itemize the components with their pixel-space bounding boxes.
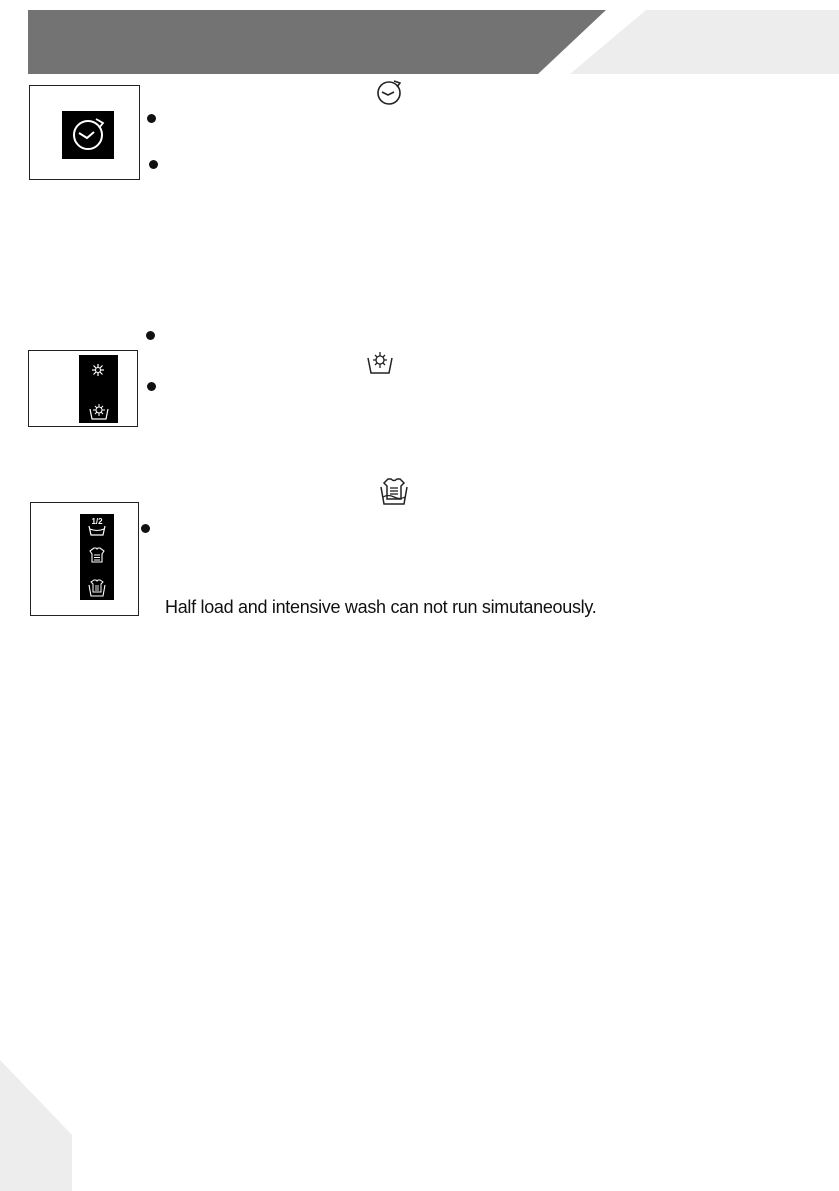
prewash-panel — [28, 350, 138, 427]
prewash-button[interactable] — [79, 355, 118, 423]
note-text: Half load and intensive wash can not run simutaneously. — [165, 597, 597, 617]
half-load-label: 1/2 — [91, 517, 103, 526]
load-options-panel — [30, 502, 139, 616]
delay-timer-panel — [29, 85, 140, 180]
intensive-wash-icon — [87, 578, 107, 598]
load-options-button[interactable] — [80, 514, 114, 600]
delay-timer-icon — [62, 111, 114, 159]
half-load-icon — [87, 524, 107, 536]
header-banner — [0, 0, 839, 80]
intensive-wash-icon — [377, 475, 411, 507]
shirt-icon — [89, 547, 105, 563]
prewash-icon — [88, 403, 110, 421]
delay-timer-icon — [372, 78, 406, 108]
star-icon — [91, 363, 105, 377]
bullet — [147, 382, 156, 391]
bullet — [147, 114, 156, 123]
bullet — [146, 331, 155, 340]
bullet — [141, 524, 150, 533]
bullet — [149, 160, 158, 169]
prewash-icon — [364, 348, 396, 376]
delay-timer-button[interactable] — [62, 111, 114, 159]
corner-tab — [0, 1060, 80, 1191]
